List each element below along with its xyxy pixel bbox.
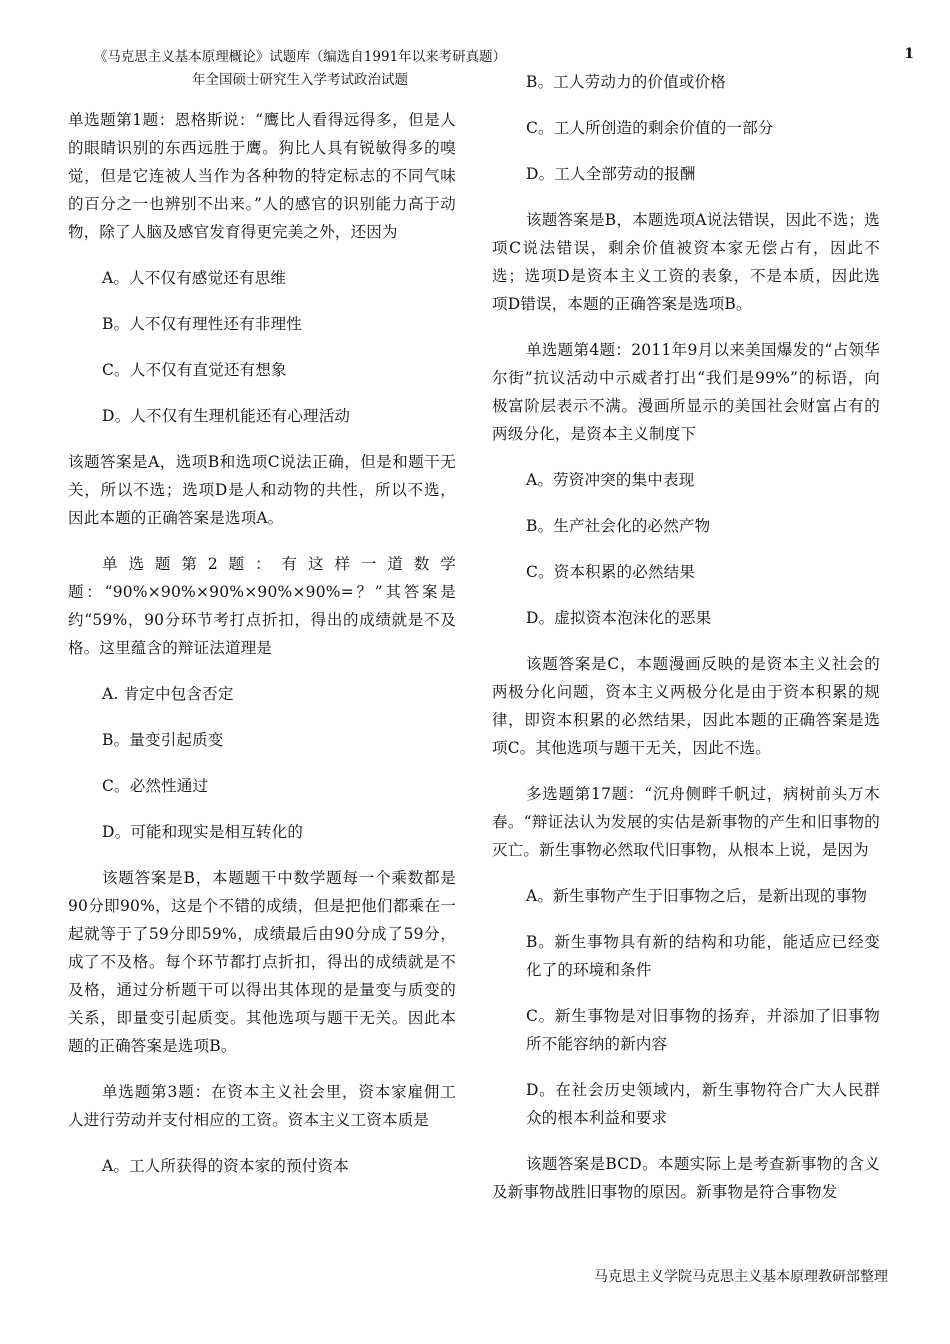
document-header bbox=[60, 46, 540, 92]
option-item: D。工人全部劳动的报酬 bbox=[526, 165, 696, 183]
option-item: B。人不仅有理性还有非理性 bbox=[102, 315, 302, 333]
header-title-line: 《马克思主义基本原理概论》试题库（编选自1991年以来考研真题） bbox=[93, 49, 507, 65]
option-item: D。在社会历史领域内，新生事物符合广大人民群众的根本利益和要求 bbox=[526, 1081, 880, 1127]
question-paragraph: 单选题第2题：有这样一道数学题：“90%×90%×90%×90%×90%=？”其答案是约“59%，90分环节考打点折扣，得出的成绩就是不及格。这里蕴含的辩证法道理是 bbox=[68, 555, 456, 657]
option-item: B。工人劳动力的价值或价格 bbox=[526, 73, 726, 91]
answer-paragraph: 该题答案是C，本题漫画反映的是资本主义社会的两极分化问题，资本主义两极分化是由于资本积累的规律，即资本积累的必然结果，因此本题的正确答案是选项C。其他选项与题干无关，因此不选。 bbox=[492, 655, 880, 757]
option-item: D。人不仅有生理机能还有心理活动 bbox=[102, 407, 351, 425]
answer-paragraph: 该题答案是BCD。本题实际上是考查新事物的含义及新事物战胜旧事物的原因。新事物是符合事物发 bbox=[492, 1155, 880, 1201]
document-footer: 马克思主义学院马克思主义基本原理教研部整理 bbox=[594, 1269, 888, 1285]
option-item: C。资本积累的必然结果 bbox=[526, 563, 696, 581]
option-item: C。新生事物是对旧事物的扬弃，并添加了旧事物所不能容纳的新内容 bbox=[526, 1007, 880, 1053]
option-item: A. 肯定中包含否定 bbox=[102, 685, 234, 703]
option-item: B。新生事物具有新的结构和功能，能适应已经变化了的环境和条件 bbox=[526, 933, 880, 979]
option-item: D。虚拟资本泡沫化的恶果 bbox=[526, 609, 712, 627]
page-number: 1 bbox=[904, 46, 914, 62]
answer-paragraph: 该题答案是B，本题题干中数学题每一个乘数都是90分即90%，这是个不错的成绩，但是把他们都乘在一起就等于了59分即59%，成绩最后由90分成了59分，成了不及格。每个环节都打点折扣，得出的成绩就是不及格，通过分析题干可以得出其体现的是量变与质变的关系，即量变引起质变。其他选项与题干无关。因此本题的正确答案是选项B。 bbox=[68, 869, 456, 1055]
question-paragraph: 单选题第1题：恩格斯说：“鹰比人看得远得多，但是人的眼睛识别的东西远胜于鹰。狗比人具有锐敏得多的嗅觉，但是它连被人当作为各种物的特定标志的不同气味的百分之一也辨别不出来。”人的感官的识别能力高于动物，除了人脑及感官发育得更完美之外，还因为 bbox=[68, 111, 456, 241]
answer-paragraph: 该题答案是B，本题选项A说法错误，因此不选；选项C说法错误，剩余价值被资本家无偿占有，因此不选；选项D是资本主义工资的表象，不是本质，因此选项D错误，本题的正确答案是选项B。 bbox=[492, 211, 880, 313]
option-item: A。工人所获得的资本家的预付资本 bbox=[102, 1157, 349, 1175]
question-paragraph: 单选题第4题：2011年9月以来美国爆发的“占领华尔街”抗议活动中示威者打出“我们是99%”的标语，向极富阶层表示不满。漫画所显示的美国社会财富占有的两级分化，是资本主义制度下 bbox=[492, 341, 880, 443]
option-item: A。人不仅有感觉还有思维 bbox=[102, 269, 287, 287]
question-paragraph: 单选题第3题：在资本主义社会里，资本家雇佣工人进行劳动并支付相应的工资。资本主义工资本质是 bbox=[68, 1083, 456, 1129]
option-item: B。量变引起质变 bbox=[102, 731, 224, 749]
left-column bbox=[68, 106, 456, 1198]
option-item: A。新生事物产生于旧事物之后，是新出现的事物 bbox=[526, 887, 868, 905]
option-item: D。可能和现实是相互转化的 bbox=[102, 823, 304, 841]
option-item: A。劳资冲突的集中表现 bbox=[526, 471, 695, 489]
header-subtitle-line: 年全国硕士研究生入学考试政治试题 bbox=[192, 72, 408, 88]
right-column bbox=[492, 68, 880, 1224]
option-item: C。必然性通过 bbox=[102, 777, 209, 795]
option-item: B。生产社会化的必然产物 bbox=[526, 517, 711, 535]
option-item: C。工人所创造的剩余价值的一部分 bbox=[526, 119, 774, 137]
question-paragraph: 多选题第17题：“沉舟侧畔千帆过，病树前头万木春。“辩证法认为发展的实估是新事物的产生和旧事物的灭亡。新生事物必然取代旧事物，从根本上说，是因为 bbox=[492, 785, 880, 859]
answer-paragraph: 该题答案是A，选项B和选项C说法正确，但是和题干无关，所以不选；选项D是人和动物的共性，所以不选，因此本题的正确答案是选项A。 bbox=[68, 453, 456, 527]
option-item: C。人不仅有直觉还有想象 bbox=[102, 361, 287, 379]
